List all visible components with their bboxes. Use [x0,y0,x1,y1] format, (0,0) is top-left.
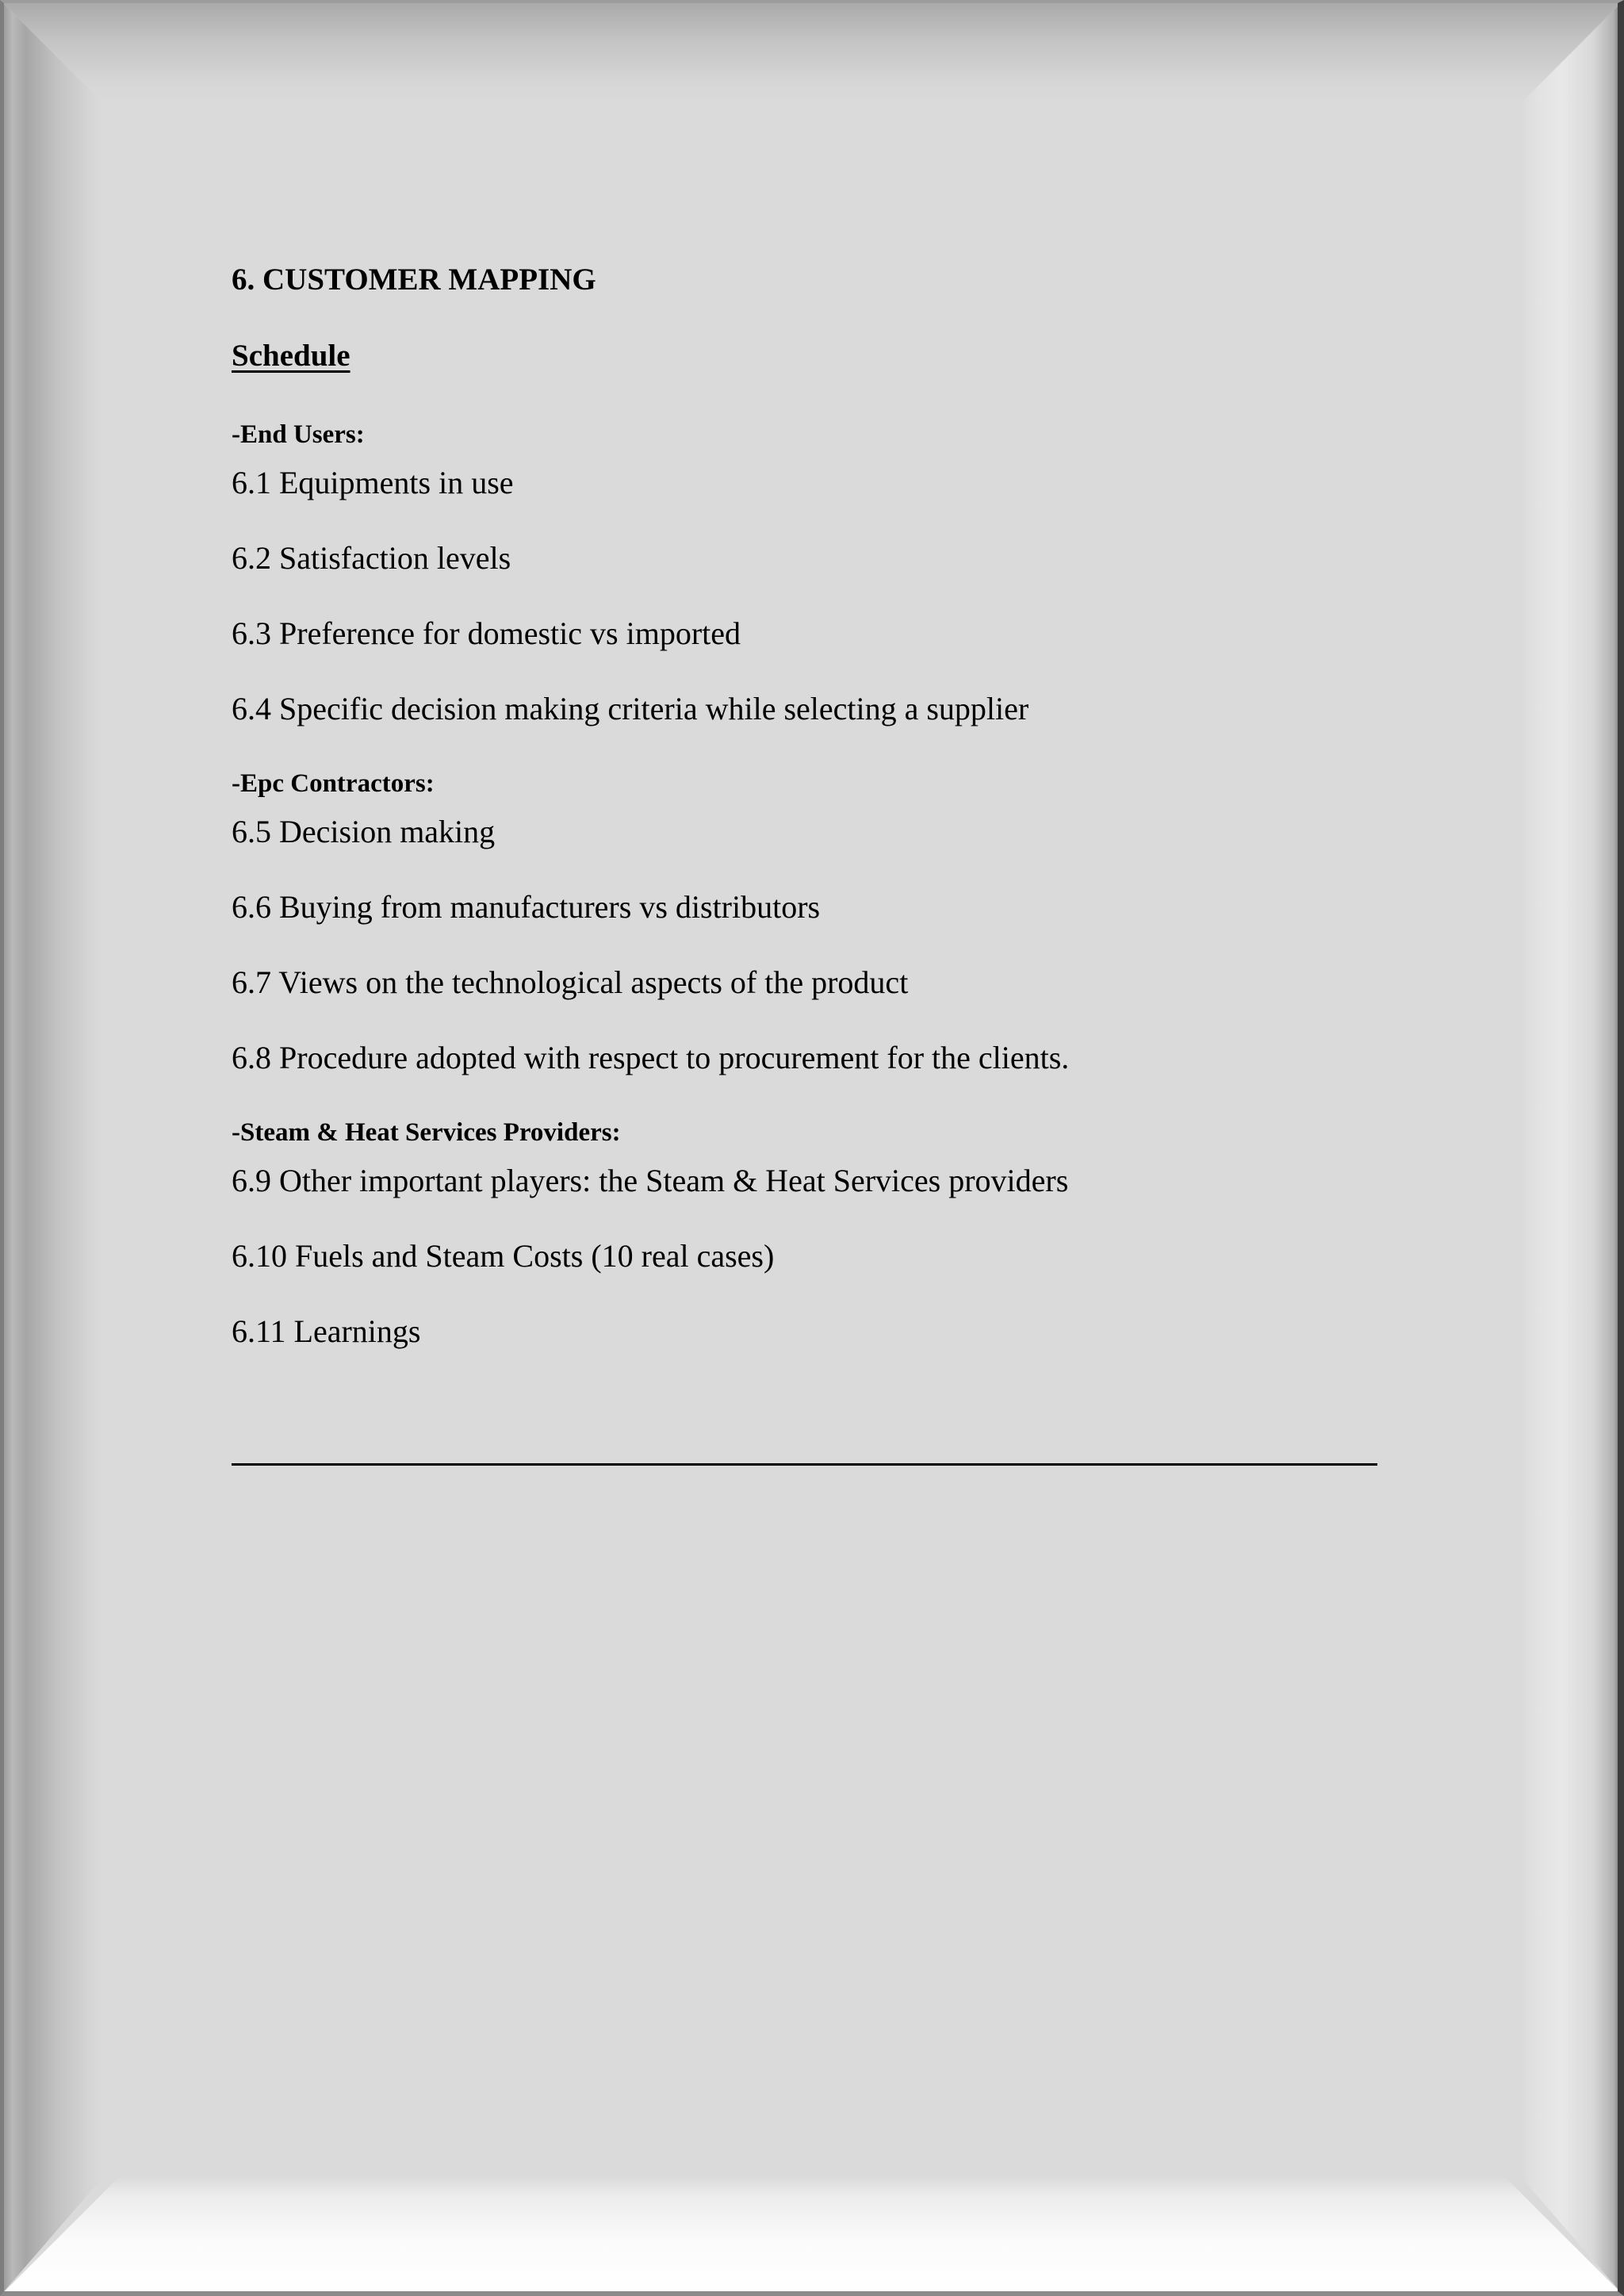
list-item: 6.3 Preference for domestic vs imported [232,615,741,651]
group-label-end-users: -End Users: [232,420,365,449]
frame-bevel-bottom [0,2177,1624,2296]
horizontal-rule [232,1463,1377,1466]
list-item: 6.8 Procedure adopted with respect to procurement for the clients. [232,1040,1070,1075]
list-item: 6.5 Decision making [232,814,496,849]
list-item: 6.11 Learnings [232,1313,421,1349]
list-item: 6.10 Fuels and Steam Costs (10 real cases) [232,1238,775,1274]
list-item: 6.6 Buying from manufacturers vs distributors [232,889,821,925]
frame-bevel-right [1521,0,1624,2296]
section-title: 6. CUSTOMER MAPPING [232,263,596,297]
list-item: 6.4 Specific decision making criteria while selecting a supplier [232,691,1029,726]
schedule-heading: Schedule [232,339,350,373]
group-label-steam-heat-providers: -Steam & Heat Services Providers: [232,1118,621,1147]
frame-bevel-top [0,0,1624,103]
list-item: 6.9 Other important players: the Steam & Heat Services providers [232,1163,1069,1198]
frame-bevel-left [0,0,103,2296]
list-item: 6.7 Views on the technological aspects of the product [232,964,909,1000]
list-item: 6.2 Satisfaction levels [232,540,511,576]
list-item: 6.1 Equipments in use [232,465,514,500]
group-label-epc-contractors: -Epc Contractors: [232,769,435,798]
